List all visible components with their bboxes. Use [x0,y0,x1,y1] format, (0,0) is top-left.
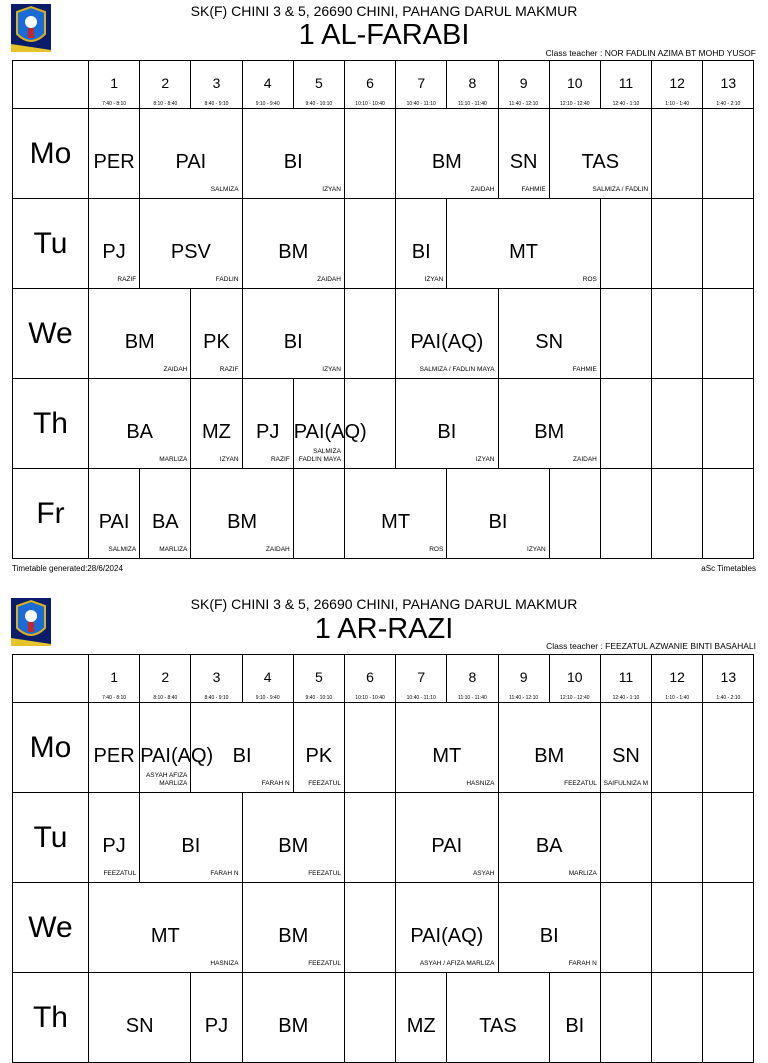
empty-slot [293,469,344,559]
teacher-name: FEEZATUL [308,870,341,877]
day-label: Mo [13,703,89,793]
empty-slot [600,883,651,973]
period-time: 7:40 - 8:10 [102,101,127,107]
empty-slot [600,379,651,469]
teacher-name: HASNIZA [466,780,495,787]
empty-slot [600,289,651,379]
day-label: Th [13,973,89,1063]
subject-code: SN [509,151,538,173]
subject-code: PJ [255,421,280,443]
lesson-cell [242,199,344,289]
empty-slot [703,883,754,973]
period-time: 10:40 - 11:10 [406,101,436,107]
lesson-cell [447,973,549,1063]
period-header [600,61,651,109]
period-number: 4 [263,75,272,91]
lesson-cell [140,199,242,289]
subject-code: BA [126,421,154,443]
period-header [242,61,293,109]
empty-slot [652,199,703,289]
period-header [89,655,140,703]
subject-code: PAI(AQ) [410,331,484,353]
period-time: 8:10 - 8:40 [153,695,178,701]
lesson-cell [191,973,242,1063]
teacher-name: FEEZATUL [103,870,137,877]
empty-slot [652,109,703,199]
teacher-name: ROS [582,276,597,283]
subject-code: PAI [98,511,130,533]
period-time: 8:40 - 9:10 [204,101,229,107]
period-header [191,61,242,109]
lesson-cell [89,703,140,793]
lesson-cell [498,109,549,199]
lesson-cell [242,973,344,1063]
teacher-name: IZYAN [424,276,444,283]
lesson-cell [242,109,344,199]
period-number: 10 [566,75,583,91]
corner-cell [13,61,89,109]
empty-slot [344,109,395,199]
period-time: 1:10 - 1:40 [665,101,690,107]
day-label: Fr [13,469,89,559]
subject-code: BM [124,331,155,353]
teacher-name: ZAIDAH [317,276,341,283]
day-label: Tu [13,793,89,883]
period-header [140,61,191,109]
teacher-name: FEEZATUL [308,780,341,787]
subject-code: PSV [170,241,211,263]
day-label: Tu [13,199,89,289]
lesson-cell [191,289,242,379]
teacher-name: MARLIZA [159,546,188,553]
subject-code: MZ [406,1015,436,1037]
period-header [703,655,754,703]
subject-code: BI [488,511,508,533]
subject-code: PAI [175,151,207,173]
lesson-cell [89,289,191,379]
teacher-name: FAHMIE [572,366,597,373]
lesson-cell [396,289,498,379]
subject-code: BM [534,745,565,767]
teacher-name: ASYAH AFIZA MARLIZA [145,772,188,787]
subject-code: MZ [202,421,231,443]
period-time: 9:40 - 10:10 [305,695,333,701]
period-number: 6 [366,75,374,91]
day-label: We [13,289,89,379]
period-header-row [13,61,754,109]
lesson-cell [89,793,140,883]
period-header [242,655,293,703]
period-header-row [13,655,754,703]
subject-code: TAS [581,151,620,173]
day-row [13,973,754,1063]
period-number: 12 [669,75,685,91]
period-number: 5 [314,669,323,685]
empty-slot [600,793,651,883]
period-header [293,655,344,703]
lesson-cell [140,109,242,199]
period-header [396,655,447,703]
empty-slot [600,199,651,289]
subject-code: PAI(AQ) [293,421,367,443]
period-header [652,655,703,703]
period-header [600,655,651,703]
period-number: 8 [468,669,477,685]
empty-slot [703,703,754,793]
teacher-name: SALMIZA [210,186,239,193]
teacher-name: IZYAN [322,366,341,373]
empty-slot [652,469,703,559]
empty-slot [703,199,754,289]
empty-slot [703,289,754,379]
day-row [13,199,754,289]
period-time: 8:10 - 8:40 [153,101,178,107]
teacher-name: FEEZATUL [564,780,597,787]
subject-code: BI [437,421,457,443]
period-number: 2 [161,75,170,91]
teacher-name: SALMIZA / FADLIN MAYA [419,366,495,373]
lesson-cell [191,703,293,793]
empty-slot [344,199,395,289]
day-row [13,469,754,559]
brand-label: aSc Timetables [701,564,756,573]
lesson-cell [89,469,140,559]
period-time: 11:10 - 11:40 [458,101,487,107]
empty-slot [703,109,754,199]
subject-code: BM [431,151,462,173]
period-time: 10:10 - 10:40 [355,695,385,701]
period-header [652,61,703,109]
period-number: 1 [110,75,118,91]
period-time: 12:40 - 1:10 [612,695,640,701]
period-number: 6 [366,669,374,685]
teacher-name: SALMIZA / FADLIN [592,186,649,193]
period-number: 4 [263,669,272,685]
lesson-cell [293,379,367,469]
period-time: 11:40 - 12:10 [509,695,539,701]
subject-code: BI [539,925,559,947]
lesson-cell [396,973,447,1063]
period-number: 10 [566,669,583,685]
subject-code: PAI(AQ) [410,925,484,947]
school-name: SK(F) CHINI 3 & 5, 26690 CHINI, PAHANG DARUL MAKMUR [190,3,578,19]
day-label: Th [13,379,89,469]
period-header [498,61,549,109]
teacher-name: IZYAN [475,456,495,463]
period-number: 5 [314,75,323,91]
day-row [13,703,754,793]
subject-code: PAI(AQ) [140,745,214,767]
lesson-cell [447,199,601,289]
period-number: 1 [110,669,118,685]
period-time: 10:40 - 11:10 [406,695,436,701]
day-row [13,289,754,379]
teacher-name: RAZIF [219,366,239,373]
subject-code: PAI [431,835,463,857]
subject-code: PJ [102,835,126,857]
class-title: 1 AL-FARABI [298,19,470,51]
lesson-cell [242,379,293,469]
day-label: We [13,883,89,973]
lesson-cell [396,883,498,973]
period-time: 1:40 - 2:10 [716,101,741,107]
lesson-cell [498,379,600,469]
teacher-name: HASNIZA [210,960,239,967]
empty-slot [549,469,600,559]
period-time: 11:10 - 11:40 [458,695,487,701]
lesson-cell [140,703,214,793]
subject-code: PER [93,745,135,767]
period-time: 9:10 - 9:40 [255,101,280,107]
lesson-cell [89,109,140,199]
teacher-name: SALMIZA FADLIN MAYA [298,448,341,463]
period-time: 12:40 - 1:10 [612,101,640,107]
period-number: 7 [417,669,426,685]
subject-code: BI [565,1015,585,1037]
empty-slot [344,973,395,1063]
subject-code: PK [203,331,230,353]
lesson-cell [498,703,600,793]
period-header [549,655,600,703]
subject-code: SN [612,745,640,767]
empty-slot [652,883,703,973]
subject-code: BA [151,511,179,533]
period-number: 7 [417,75,426,91]
class-title: 1 AR-RAZI [314,613,454,645]
subject-code: BM [278,925,309,947]
empty-slot [703,793,754,883]
class-teacher: Class teacher : FEEZATUL AZWANIE BINTI BASAHALI [546,641,756,651]
lesson-cell [396,379,498,469]
day-row [13,379,754,469]
empty-slot [600,469,651,559]
subject-code: PER [93,151,135,173]
subject-code: MT [509,241,539,263]
lesson-cell [293,703,344,793]
period-time: 11:40 - 12:10 [509,101,539,107]
lesson-cell [447,469,549,559]
empty-slot [344,379,395,469]
period-number: 11 [618,75,634,91]
subject-code: BM [534,421,565,443]
subject-code: BA [535,835,563,857]
empty-slot [344,883,395,973]
empty-slot [652,703,703,793]
period-header [140,655,191,703]
period-number: 13 [720,669,737,685]
teacher-name: IZYAN [219,456,239,463]
period-time: 12:10 - 12:40 [560,695,590,701]
period-header [344,655,395,703]
empty-slot [652,379,703,469]
corner-cell [13,655,89,703]
subject-code: BI [411,241,431,263]
teacher-name: MARLIZA [568,870,597,877]
subject-code: PJ [204,1015,229,1037]
day-row [13,109,754,199]
period-number: 2 [161,669,170,685]
period-number: 3 [212,75,221,91]
lesson-cell [140,469,191,559]
lesson-cell [191,379,242,469]
period-time: 7:40 - 8:10 [102,695,127,701]
generated-date: Timetable generated:28/6/2024 [12,564,123,573]
subject-code: BM [278,241,309,263]
period-header [703,61,754,109]
subject-code: SN [125,1015,154,1037]
period-time: 9:10 - 9:40 [255,695,280,701]
teacher-name: ZAIDAH [573,456,597,463]
teacher-name: ASYAH / AFIZA MARLIZA [419,960,495,967]
lesson-cell [396,703,498,793]
empty-slot [652,289,703,379]
lesson-cell [242,883,344,973]
period-time: 1:10 - 1:40 [665,695,690,701]
period-number: 9 [519,75,528,91]
period-header [89,61,140,109]
period-time: 12:10 - 12:40 [560,101,590,107]
empty-slot [703,379,754,469]
teacher-name: ZAIDAH [163,366,188,373]
empty-slot [703,469,754,559]
empty-slot [652,973,703,1063]
lesson-cell [242,793,344,883]
empty-slot [344,289,395,379]
teacher-name: RAZIF [117,276,137,283]
teacher-name: SALMIZA [108,546,137,553]
period-number: 11 [618,669,634,685]
subject-code: MT [150,925,180,947]
period-number: 9 [519,669,528,685]
period-header [447,655,498,703]
subject-code: BI [283,151,303,173]
subject-code: MT [432,745,462,767]
subject-code: BM [278,1015,309,1037]
empty-slot [344,793,395,883]
day-row [13,883,754,973]
class-teacher: Class teacher : NOR FADLIN AZIMA BT MOHD YUSOF [545,48,756,58]
lesson-cell [396,199,447,289]
period-time: 10:10 - 10:40 [355,101,385,107]
subject-code: PK [305,745,333,767]
period-header [396,61,447,109]
day-label: Mo [13,109,89,199]
day-row [13,793,754,883]
empty-slot [600,973,651,1063]
subject-code: BI [232,745,252,767]
lesson-cell [89,973,191,1063]
lesson-cell [396,793,498,883]
lesson-cell [498,793,600,883]
lesson-cell [600,703,651,793]
period-number: 12 [669,669,685,685]
teacher-name: ASYAH [472,870,495,877]
period-time: 9:40 - 10:10 [305,101,333,107]
teacher-name: FARAH N [261,780,290,787]
school-name: SK(F) CHINI 3 & 5, 26690 CHINI, PAHANG DARUL MAKMUR [190,596,578,612]
period-header [293,61,344,109]
teacher-name: SAIFULNIZA M [603,780,649,787]
timetable-grid [12,654,754,1063]
period-number: 3 [212,669,221,685]
teacher-name: RAZIF [270,456,290,463]
teacher-name: FADLIN [215,276,239,283]
subject-code: PJ [102,241,126,263]
subject-code: BM [227,511,258,533]
subject-code: BM [278,835,309,857]
teacher-name: FEEZATUL [308,960,341,967]
teacher-name: FARAH N [568,960,597,967]
teacher-name: ZAIDAH [470,186,495,193]
timetable-1ar-razi [0,590,768,1037]
teacher-name: ZAIDAH [265,546,290,553]
empty-slot [344,703,395,793]
empty-slot [703,973,754,1063]
teacher-name: IZYAN [322,186,341,193]
subject-code: TAS [479,1015,517,1037]
lesson-cell [498,883,600,973]
period-number: 13 [720,75,737,91]
period-time: 8:40 - 9:10 [204,695,229,701]
lesson-cell [396,109,498,199]
subject-code: BI [181,835,201,857]
period-number: 8 [468,75,477,91]
period-header [191,655,242,703]
subject-code: MT [381,511,411,533]
lesson-cell [191,469,293,559]
subject-code: BI [283,331,303,353]
period-header [549,61,600,109]
lesson-cell [89,199,140,289]
empty-slot [652,793,703,883]
period-header [447,61,498,109]
teacher-name: MARLIZA [159,456,188,463]
period-time: 1:40 - 2:10 [716,695,741,701]
period-header [344,61,395,109]
lesson-cell [89,379,191,469]
lesson-cell [549,973,600,1063]
timetable-grid [12,60,754,559]
lesson-cell [498,289,600,379]
period-header [498,655,549,703]
teacher-name: ROS [429,546,444,553]
teacher-name: FAHMIE [521,186,546,193]
lesson-cell [344,469,446,559]
lesson-cell [140,793,242,883]
teacher-name: FARAH N [210,870,239,877]
subject-code: SN [535,331,564,353]
teacher-name: IZYAN [527,546,546,553]
lesson-cell [549,109,651,199]
lesson-cell [242,289,344,379]
lesson-cell [89,883,243,973]
